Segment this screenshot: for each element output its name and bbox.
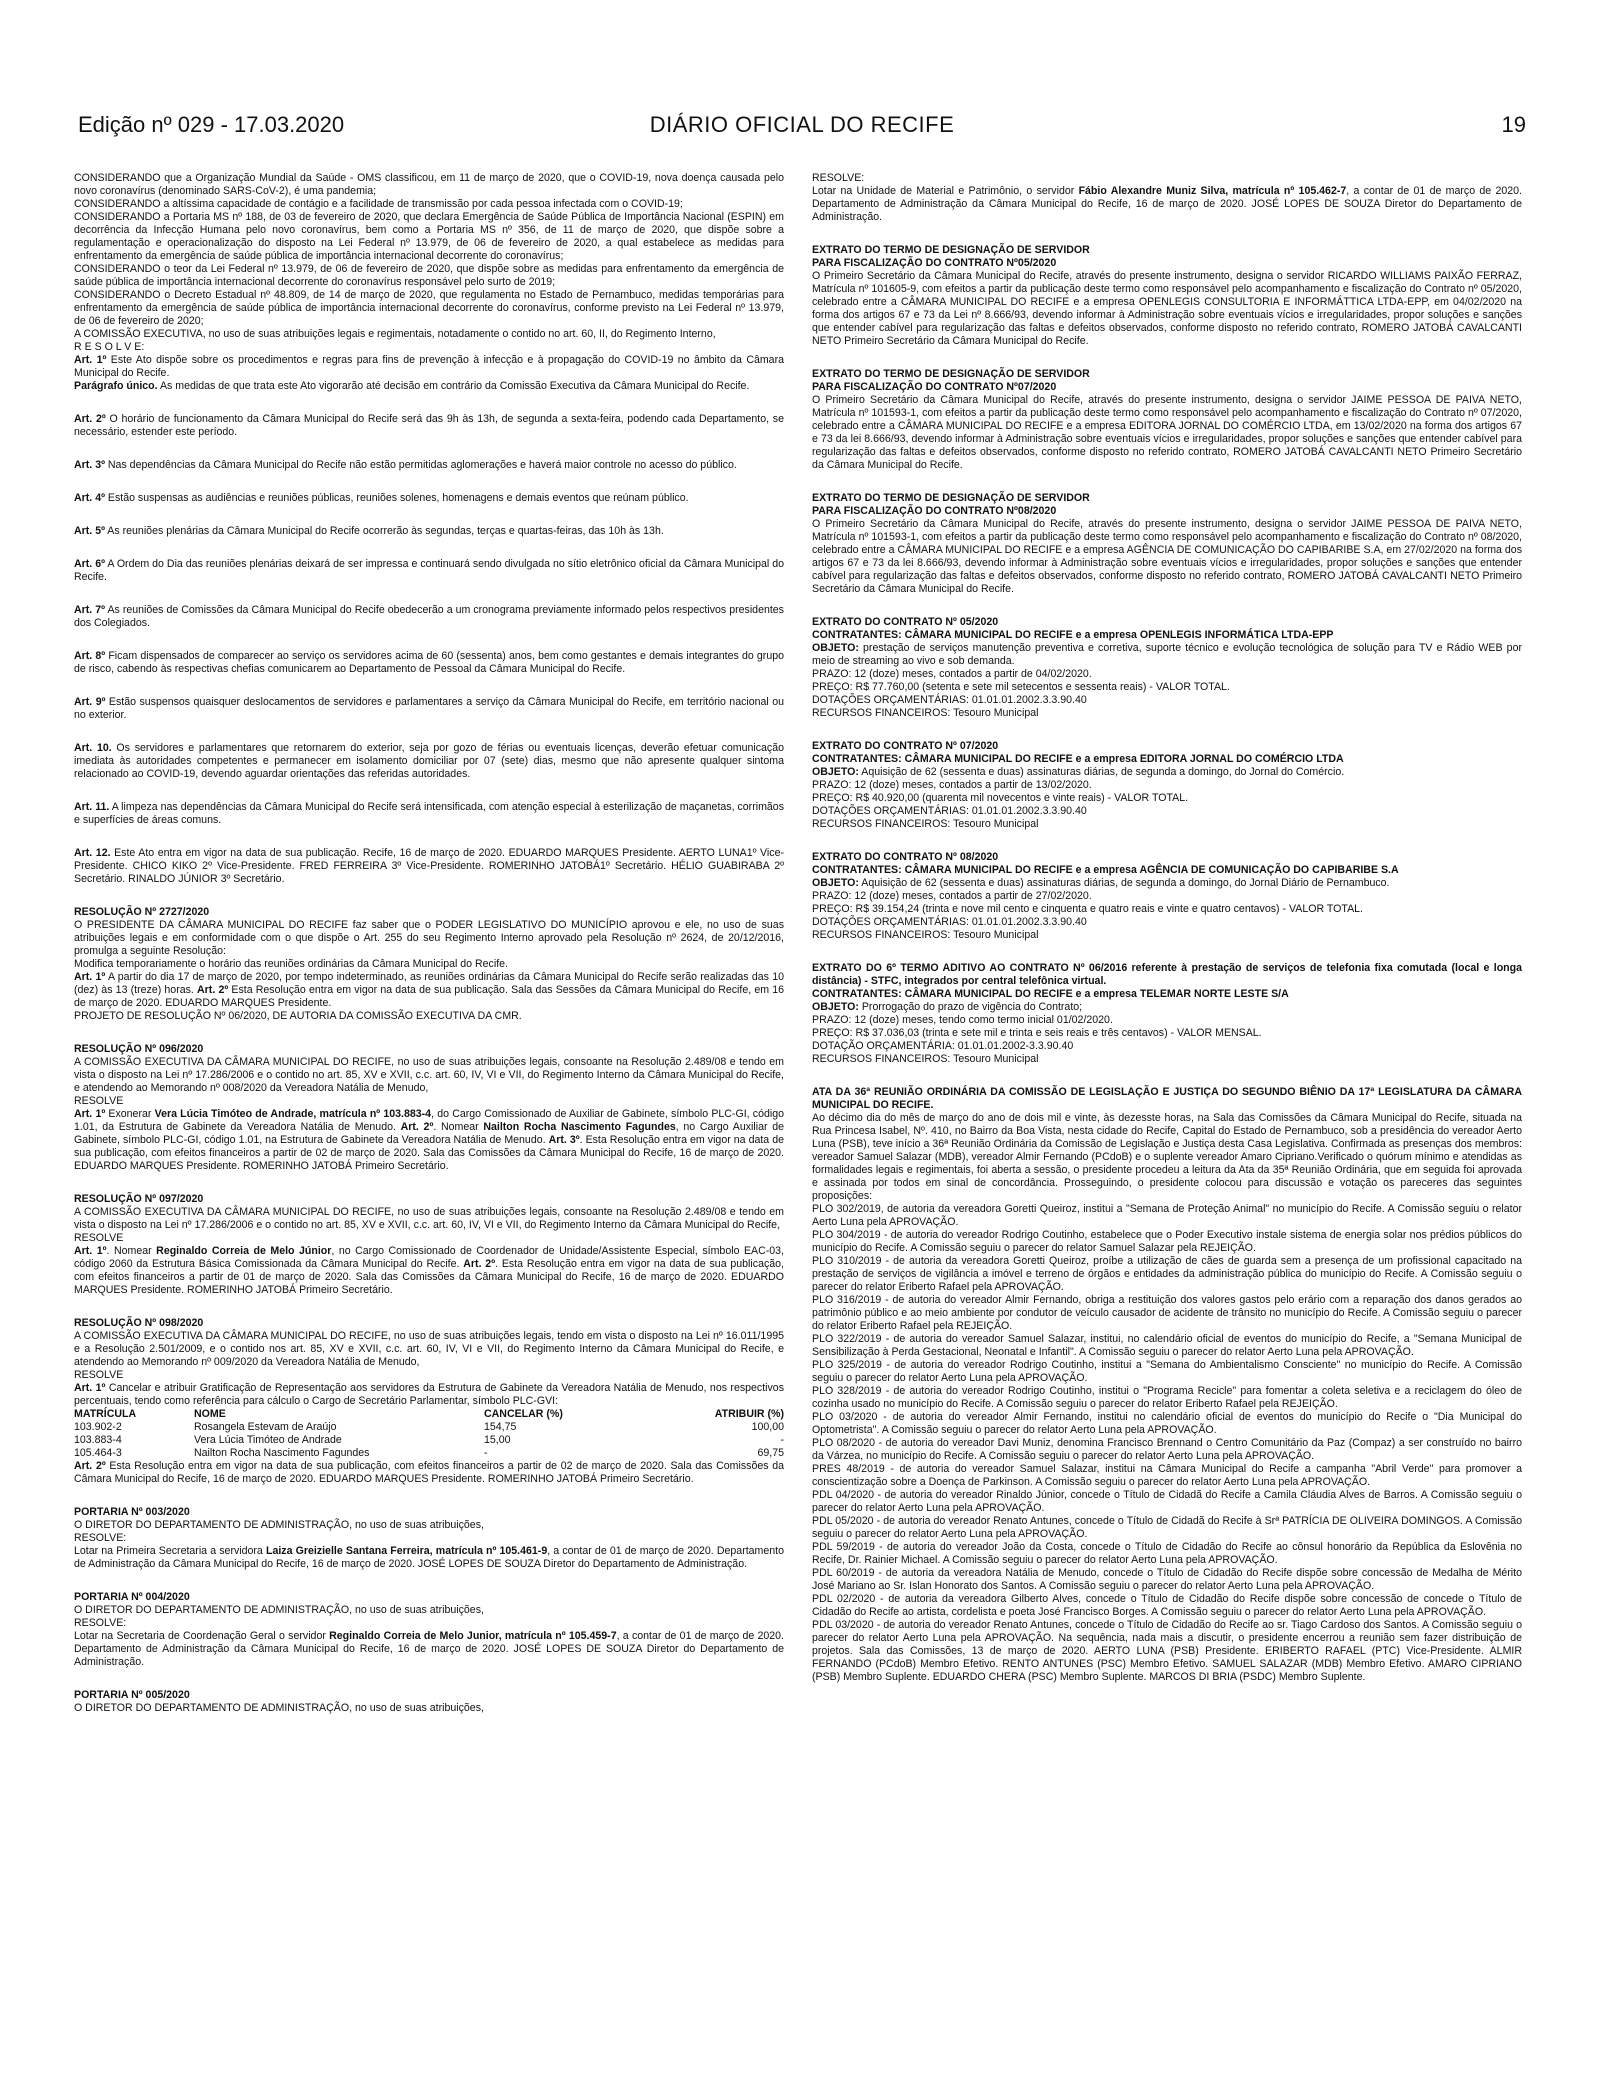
article-text: Estão suspensas as audiências e reuniões públicas, reuniões solenes, homenagens e demais eventos que reúnam público. — [104, 492, 689, 504]
article — [74, 801, 784, 827]
article-text: Esta Resolução entra em vigor na data de sua publicação, com efeitos financeiros a partir de 02 de março de 2020. Sala das Comissões da Câmara Municipal do Recife, 16 de março de 2020. EDUARDO MARQUES Presidente. ROMERINHO JATOBÁ Primeiro Secretário. — [74, 1460, 784, 1485]
article — [74, 525, 784, 538]
section-title: EXTRATO DO TERMO DE DESIGNAÇÃO DE SERVIDOR — [812, 492, 1090, 504]
section-subtitle-text: CONTRATANTES: CÂMARA MUNICIPAL DO RECIFE e a empresa AGÊNCIA DE COMUNICAÇÃO DO CAPIBARIBE S.A — [812, 864, 1399, 876]
article-text: A limpeza nas dependências da Câmara Municipal do Recife será intensificada, com atenção especial à esterilização de maçanetas, corrimãos e superfícies de áreas comuns. — [74, 801, 784, 826]
article-label: Art. 2º — [74, 413, 106, 425]
article-text: , a contar de 01 de março de 2020. Departamento de Administração da Câmara Municipal do Recife, 16 de março de 2020. JOSÉ LOPES DE SOUZA Diretor do Departamento de Administração. — [812, 185, 1522, 223]
list-item: PLO 310/2019 - de autoria da vereadora Goretti Queiroz, proíbe a utilização de cães de guarda sem a presença de um profissional capacitado na prestação de serviços de vigilância a imóvel e terreno de órgãos e entidades da administração pública do município do Recife. A Comissão seguiu o parecer do relator Eriberto Rafael pela APROVAÇÃO. — [812, 1255, 1522, 1293]
paragraph: CONSIDERANDO que a Organização Mundial da Saúde - OMS classificou, em 11 de março de 2020, que o COVID-19, nova doença causada pelo novo coronavírus (denominado SARS-CoV-2), é uma pandemia; — [74, 172, 784, 197]
paragraph: PRAZO: 12 (doze) meses, contados a partir de 27/02/2020. — [812, 890, 1092, 902]
section-subtitle — [812, 629, 1522, 642]
table-header: NOME — [194, 1408, 226, 1420]
article-text: , a contar de 01 de março de 2020. Departamento de Administração da Câmara Municipal do Recife, 16 de março de 2020. JOSÉ LOPES DE SOUZA Diretor do Departamento de Administração. — [74, 1545, 784, 1570]
article — [74, 492, 784, 505]
paragraph: A COMISSÃO EXECUTIVA DA CÂMARA MUNICIPAL DO RECIFE, no uso de suas atribuições legais, consoante na Resolução 2.489/08 e tendo em vista o disposto na Lei nº 17.286/2006 e o contido no art. 85, XV e XVII, c.c. art. 60, IV, VI e VII, do Regimento Interno da Câmara Municipal do Recife, — [74, 1206, 784, 1231]
table-cell: 69,75 — [757, 1447, 784, 1459]
section-title: RESOLUÇÃO Nº 096/2020 — [74, 1043, 204, 1055]
article-text: Exonerar — [105, 1108, 155, 1120]
section-title: PORTARIA Nº 003/2020 — [74, 1506, 190, 1518]
list-item: PDL 04/2020 - de autoria do vereador Rinaldo Júnior, concede o Título de Cidadã do Recife a Camila Cláudia Alves de Barros. A Comissão seguiu o parecer do relator Aerto Luna pela APROVAÇÃO. — [812, 1489, 1522, 1514]
paragraph: DOTAÇÃO ORÇAMENTÁRIA: 01.01.01.2002-3.3.90.40 — [812, 1040, 1074, 1052]
article-text: Esta Resolução entra em vigor na data de sua publicação. Sala das Sessões da Câmara Municipal do Recife, em 16 de março de 2020. EDUARDO MARQUES Presidente. — [74, 984, 785, 1009]
paragraph: PREÇO: R$ 77.760,00 (setenta e sete mil setecentos e sessenta reais) - VALOR TOTAL. — [812, 681, 1230, 693]
paragraph — [812, 877, 1522, 890]
table-header: CANCELAR (%) — [484, 1408, 563, 1420]
article-label: Art. 1º — [74, 1245, 107, 1257]
paragraph: PRAZO: 12 (doze) meses, contados a partir de 13/02/2020. — [812, 779, 1092, 791]
field-value: Aquisição de 62 (sessenta e duas) assinaturas diárias, de segunda a domingo, do Jornal Diário de Pernambuco. — [858, 877, 1390, 889]
table-cell: 154,75 — [484, 1421, 517, 1433]
field-label: OBJETO: — [812, 766, 859, 778]
list-item: PRES 48/2019 - de autoria do vereador Samuel Salazar, institui na Câmara Municipal do Recife a campanha "Abril Verde" para promover a conscientização sobre a Doença de Parkinson. A Comissão seguiu o parecer do relator Aerto Luna pela APROVAÇÃO. — [812, 1463, 1522, 1488]
article — [74, 380, 784, 393]
field-label: OBJETO: — [812, 877, 859, 889]
paragraph: CONSIDERANDO o Decreto Estadual nº 48.809, de 14 de março de 2020, que regulamenta no Estado de Pernambuco, medidas temporárias para enfrentamento da emergência de saúde pública de importância internacional decorrente do coronavírus, conforme previsto na Lei Federal nº 13.979, de 06 de fevereiro de 2020; — [74, 289, 784, 327]
section-title: RESOLUÇÃO Nº 2727/2020 — [74, 906, 210, 918]
paragraph — [812, 642, 1522, 668]
article-text: As medidas de que trata este Ato vigorarão até decisão em contrário da Comissão Executiva da Câmara Municipal do Recife. — [157, 380, 750, 392]
section-subtitle — [812, 381, 1522, 394]
article-label: Art. 11. — [74, 801, 110, 813]
article-label: Art. 7º — [74, 604, 106, 616]
article-text: As reuniões plenárias da Câmara Municipal do Recife ocorrerão às segundas, terças e quartas-feiras, das 10h às 13h. — [104, 525, 664, 537]
list-item: PDL 60/2019 - de autoria da vereadora Natália de Menudo, concede o Título de Cidadão do Recife dispõe sobre concessão de Medalha de Mérito José Mariano ao Sr. Islan Honorato dos Santos. A Comissão seguiu o parecer do relator Aerto Luna pela APROVAÇÃO. — [812, 1567, 1522, 1592]
article — [74, 459, 784, 472]
article-label: Art. 2º — [74, 1460, 106, 1472]
paragraph: O Primeiro Secretário da Câmara Municipal do Recife, através do presente instrumento, designa o servidor JAIME PESSOA DE PAIVA NETO, Matrícula nº 101593-1, com efeitos a partir da publicação deste termo como responsável pelo acompanhamento e fiscalização do Contrato nº 08/2020, celebrado entre a CÂMARA MUNICIPAL DO RECIFE e a empresa AGÊNCIA DE COMUNICAÇÃO DO CAPIBARIBE S.A, em 27/02/2020 na forma dos artigos 67 e 73 da lei 8.666/93, devendo informar à Administração sobre eventuais vícios e irregularidades, propor soluções e sanções que entender cabível para regularização das faltas e defeitos observados, conforme disposto no referido contrato, ROMERO JATOBÁ CAVALCANTI NETO Primeiro Secretário da Câmara Municipal do Recife. — [812, 518, 1522, 595]
field-value: Prorrogação do prazo de vigência do Contrato; — [858, 1001, 1083, 1013]
page-number: 19 — [1501, 112, 1526, 137]
article — [74, 413, 784, 439]
table-cell: - — [780, 1434, 784, 1446]
paragraph: O Primeiro Secretário da Câmara Municipal do Recife, através do presente instrumento, designa o servidor RICARDO WILLIAMS PAIXÃO FERRAZ, Matrícula nº 101605-9, com efeitos a partir da publicação deste termo como responsável pelo acompanhamento e fiscalização do Contrato nº 05/2020, celebrado entre a CÂMARA MUNICIPAL DO RECIFE e a empresa OPENLEGIS CONSULTORIA E INFORMÁTTICA LTDA-EPP, em 04/02/2020 na forma dos artigos 67 e 73 da Lei nº 8.666/93, devendo informar à Administração sobre eventuais vícios e irregularidades, propor soluções e sanções que entender cabível para regularização das faltas e defeitos observados, conforme disposto no referido contrato, ROMERO JATOBÁ CAVALCANTI NETO Primeiro Secretário da Câmara Municipal do Recife. — [812, 270, 1522, 347]
list-item: PDL 02/2020 - de autoria da vereadora Gilberto Alves, concede o Título de Cidadão do Recife dispõe sobre concessão de concede o Título de Cidadão do Recife ao artista, cordelista e poeta José Francisco Borges. A Comissão seguiu o parecer do relator Aerto Luna pela APROVAÇÃO. — [812, 1593, 1522, 1618]
paragraph: PRAZO: 12 (doze) meses, contados a partir de 04/02/2020. — [812, 668, 1092, 680]
article-text: A Ordem do Dia das reuniões plenárias deixará de ser impressa e continuará sendo divulgada no sítio eletrônico oficial da Câmara Municipal do Recife. — [74, 558, 784, 583]
article-text: Estão suspensos quaisquer deslocamentos de servidores e parlamentares a serviço da Câmara Municipal do Recife, em território nacional ou no exterior. — [74, 696, 784, 721]
article-text: , no Cargo Auxiliar de Gabinete, símbolo PLC-GI, código 1.01, na Estrutura de Gabinete da Vereadora Natália de Menudo. — [74, 1121, 785, 1146]
paragraph: A COMISSÃO EXECUTIVA DA CÂMARA MUNICIPAL DO RECIFE, no uso de suas atribuições legais, consoante na Resolução 2.489/08 e tendo em vista o disposto na Lei nº 17.286/2006 e o contido no art. 85, XV e XVII, c.c. art. 60, IV, VI e VII, do Regimento Interno da Câmara Municipal do Recife, e atendendo ao Memorando nº 008/2020 da Vereadora Natália de Menudo, — [74, 1056, 784, 1094]
article-text: , do Cargo Comissionado de Auxiliar de Gabinete, símbolo PLC-GI, código 1.01, da Estrutura de Gabinete da Vereadora Natália de Menudo. — [74, 1108, 785, 1133]
paragraph: Modifica temporariamente o horário das reuniões ordinárias da Câmara Municipal do Recife. — [74, 958, 508, 970]
table-row — [74, 1421, 784, 1434]
section-subtitle-text: CONTRATANTES: CÂMARA MUNICIPAL DO RECIFE e a empresa OPENLEGIS INFORMÁTICA LTDA-EPP — [812, 629, 1334, 641]
right-column — [812, 172, 1522, 1684]
paragraph: O DIRETOR DO DEPARTAMENTO DE ADMINISTRAÇÃO, no uso de suas atribuições, — [74, 1702, 484, 1714]
article — [74, 354, 784, 380]
edition-label: Edição nº 029 - 17.03.2020 — [78, 112, 345, 137]
table-header-row — [74, 1408, 784, 1421]
table-cell: 100,00 — [751, 1421, 784, 1433]
paragraph — [812, 1001, 1522, 1014]
paragraph: PROJETO DE RESOLUÇÃO Nº 06/2020, DE AUTORIA DA COMISSÃO EXECUTIVA DA CMR. — [74, 1010, 522, 1022]
list-item: PLO 302/2019, de autoria da vereadora Goretti Queiroz, institui a "Semana de Proteção Animal" no município do Recife. A Comissão seguiu o relator Aerto Luna pela APROVAÇÃO. — [812, 1203, 1522, 1228]
article-text: Lotar na Unidade de Material e Patrimônio, o servidor — [812, 185, 1079, 197]
list-item: PLO 322/2019 - de autoria do vereador Samuel Salazar, institui, no calendário oficial de eventos do município do Recife, a "Semana Municipal de Sensibilização à Perda Gestacional, Neonatal e Infantil". A Comissão seguiu o parecer do relator Aerto Luna pela APROVAÇÃO. — [812, 1333, 1522, 1358]
table-row — [74, 1434, 784, 1447]
section-title: EXTRATO DO TERMO DE DESIGNAÇÃO DE SERVIDOR — [812, 368, 1090, 380]
resolve-label: RESOLVE — [74, 1232, 124, 1244]
paragraph: DOTAÇÕES ORÇAMENTÁRIAS: 01.01.01.2002.3.3.90.40 — [812, 805, 1087, 817]
paragraph: O Primeiro Secretário da Câmara Municipal do Recife, através do presente instrumento, designa o servidor JAIME PESSOA DE PAIVA NETO, Matrícula nº 101593-1, com efeitos a partir da publicação deste termo como responsável pelo acompanhamento e fiscalização do Contrato nº 07/2020, celebrado entre a CÂMARA MUNICIPAL DO RECIFE e a empresa EDITORA JORNAL DO COMÉRCIO LTDA, em 13/02/2020 na forma dos artigos 67 e 73 da lei 8.666/93, devendo informar à Administração sobre eventuais vícios e irregularidades, propor soluções e sanções que entender cabível para regularização das faltas e defeitos observados, conforme disposto no referido contrato, ROMERO JATOBÁ CAVALCANTI NETO Primeiro Secretário da Câmara Municipal do Recife. — [812, 394, 1522, 471]
list-item: PLO 316/2019 - de autoria do vereador Almir Fernando, obriga a restituição dos valores gastos pelo erário com a reparação dos danos gerados ao patrimônio público e ao meio ambiente por condutor de veículo causador de acidente de trânsito no município do Recife. A Comissão seguiu o parecer do relator Eriberto Rafael pela REJEIÇÃO. — [812, 1294, 1522, 1332]
gratification-table — [74, 1408, 784, 1460]
article-text: Este Ato dispõe sobre os procedimentos e regras para fins de prevenção à infecção e à propagação do COVID-19 no âmbito da Câmara Municipal do Recife. — [74, 354, 784, 379]
section-title: RESOLUÇÃO Nº 098/2020 — [74, 1317, 204, 1329]
section-subtitle-text: CONTRATANTES: CÂMARA MUNICIPAL DO RECIFE e a empresa TELEMAR NORTE LESTE S/A — [812, 988, 1289, 1000]
section-subtitle — [812, 753, 1522, 766]
field-label: OBJETO: — [812, 1001, 859, 1013]
section-title: PORTARIA Nº 004/2020 — [74, 1591, 190, 1603]
table-cell: Vera Lúcia Timóteo de Andrade — [194, 1434, 342, 1446]
list-item: PLO 304/2019 - de autoria do vereador Rodrigo Coutinho, estabelece que o Poder Executivo instale sistema de energia solar nos prédios públicos do município do Recife. A Comissão seguiu o parecer do relator Samuel Salazar pela REJEIÇÃO. — [812, 1229, 1522, 1254]
resolve-label: RESOLVE: — [74, 1532, 127, 1544]
paragraph: RECURSOS FINANCEIROS: Tesouro Municipal — [812, 1053, 1039, 1065]
article-text: O horário de funcionamento da Câmara Municipal do Recife será das 9h às 13h, de segunda a sexta-feira, podendo cada Departamento, se necessário, estender este período. — [74, 413, 785, 438]
article — [74, 696, 784, 722]
article — [74, 847, 784, 886]
article-text: Lotar na Primeira Secretaria a servidora — [74, 1545, 266, 1557]
paragraph: DOTAÇÕES ORÇAMENTÁRIAS: 01.01.01.2002.3.3.90.40 — [812, 916, 1087, 928]
person-name: Reginaldo Correia de Melo Junior, matrícula nº 105.459-7 — [329, 1630, 617, 1642]
paragraph: PREÇO: R$ 37.036,03 (trinta e sete mil e trinta e seis reais e três centavos) - VALOR MENSAL. — [812, 1027, 1262, 1039]
list-item: PLO 325/2019 - de autoria do vereador Rodrigo Coutinho, institui a "Semana do Ambientalismo Consciente" no município do Recife. A Comissão seguiu o parecer do relator Aerto Luna pela APROVAÇÃO. — [812, 1359, 1522, 1384]
person-name: Reginaldo Correia de Melo Júnior — [156, 1245, 332, 1257]
article — [74, 1460, 784, 1486]
resolve-label: RESOLVE — [74, 1095, 124, 1107]
resolve-label: RESOLVE — [74, 1369, 124, 1381]
resolve-label: RESOLVE: — [812, 172, 865, 184]
field-value: Aquisição de 62 (sessenta e duas) assinaturas diárias, de segunda a domingo, do Jornal do Comércio. — [858, 766, 1345, 778]
person-name: Laiza Greizielle Santana Ferreira, matrícula nº 105.461-9 — [265, 1545, 548, 1557]
article-label: Art. 2º — [197, 984, 229, 996]
paragraph: PREÇO: R$ 40.920,00 (quarenta mil novecentos e vinte reais) - VALOR TOTAL. — [812, 792, 1189, 804]
article — [74, 604, 784, 630]
list-item: PLO 328/2019 - de autoria do vereador Rodrigo Coutinho, institui o "Programa Recicle" para fomentar a coleta seletiva e a reciclagem do óleo de cozinha usado no município do Recife. A Comissão seguiu o parecer do relator Eriberto Rafael pela REJEIÇÃO. — [812, 1385, 1522, 1410]
article-text: . Esta Resolução entra em vigor na data de sua publicação, com efeitos financeiros a partir de 02 de março de 2020. Sala das Comissões da Câmara Municipal do Recife, 16 de março de 2020. EDUARDO MARQUES Presidente. ROMERINHO JATOBÁ Primeiro Secretário. — [74, 1134, 784, 1172]
article-text: . Esta Resolução entra em vigor na data de sua publicação, com efeitos financeiros a partir de 01 de março de 2020. Sala das Comissões da Câmara Municipal do Recife, 16 de março de 2020. EDUARDO MARQUES Presidente. ROMERINHO JATOBÁ Primeiro Secretário. — [74, 1258, 784, 1296]
table-header: ATRIBUIR (%) — [714, 1408, 784, 1420]
article-label: Art. 4º — [74, 492, 105, 504]
section-subtitle — [812, 864, 1522, 877]
table-row — [74, 1447, 784, 1460]
paragraph: RECURSOS FINANCEIROS: Tesouro Municipal — [812, 707, 1039, 719]
list-item: PDL 05/2020 - de autoria do vereador Renato Antunes, concede o Título de Cidadã do Recife à Srª PATRÍCIA DE OLIVEIRA DOMINGOS. A Comissão seguiu o parecer do relator Aerto Luna pela APROVAÇÃO. — [812, 1515, 1522, 1540]
article-label: Art. 1º — [74, 1108, 106, 1120]
article-text: . Nomear — [433, 1121, 484, 1133]
paragraph: DOTAÇÕES ORÇAMENTÁRIAS: 01.01.01.2002.3.3.90.40 — [812, 694, 1087, 706]
table-cell: 105.464-3 — [74, 1447, 122, 1459]
section-subtitle — [812, 988, 1522, 1001]
article-text: Ficam dispensados de comparecer ao serviço os servidores acima de 60 (sessenta) anos, bem como gestantes e demais integrantes do grupo de risco, cabendo às respectivas chefias comunicarem ao Departamento de Pessoal da Câmara Municipal do Recife. — [74, 650, 784, 675]
article — [74, 558, 784, 584]
section-subtitle-text: PARA FISCALIZAÇÃO DO CONTRATO Nº05/2020 — [812, 257, 1057, 269]
article-label: Art. 8º — [74, 650, 106, 662]
table-cell: - — [484, 1447, 488, 1459]
article-label: Art. 6º — [74, 558, 105, 570]
section-subtitle-text: PARA FISCALIZAÇÃO DO CONTRATO Nº07/2020 — [812, 381, 1057, 393]
article-text: , a contar de 01 de março de 2020. Departamento de Administração da Câmara Municipal do Recife, 16 de março de 2020. JOSÉ LOPES DE SOUZA Diretor do Departamento de Administração. — [74, 1630, 784, 1668]
paragraph: CONSIDERANDO o teor da Lei Federal nº 13.979, de 06 de fevereiro de 2020, que dispõe sobre as medidas para enfrentamento da emergência de saúde pública de importância internacional decorrente do coronavírus responsável pelo surto de 2019; — [74, 263, 784, 288]
paragraph: A COMISSÃO EXECUTIVA, no uso de suas atribuições legais e regimentais, notadamente o contido no art. 60, II, do Regimento Interno, — [74, 328, 716, 340]
field-value: prestação de serviços manutenção preventiva e corretiva, suporte técnico e evolução tecnológica de solução para TV e Rádio WEB por meio de streaming ao vivo e sob demanda. — [812, 642, 1522, 667]
publication-title: DIÁRIO OFICIAL DO RECIFE — [649, 112, 955, 137]
paragraph — [812, 185, 1522, 224]
section-title: PORTARIA Nº 005/2020 — [74, 1689, 190, 1701]
article-label: Art. 1º — [74, 971, 106, 983]
section-title: EXTRATO DO CONTRATO Nº 05/2020 — [812, 616, 999, 628]
table-cell: Nailton Rocha Nascimento Fagundes — [194, 1447, 370, 1459]
article-label: Art. 2º — [400, 1121, 434, 1133]
article-text: Este Ato entra em vigor na data de sua publicação. Recife, 16 de março de 2020. EDUARDO MARQUES Presidente. AERTO LUNA1º Vice-Presidente. CHICO KIKO 2º Vice-Presidente. FRED FERREIRA 3º Vice-Presidente. ROMERINHO JATOBÁ1º Secretário. HÉLIO GUABIRABA 2º Secretário. RINALDO JÚNIOR 3º Secretário. — [74, 847, 784, 885]
article-label: Art. 1º — [74, 354, 107, 366]
paragraph — [812, 766, 1522, 779]
article-label: Art. 3º — [74, 459, 105, 471]
paragraph: A COMISSÃO EXECUTIVA DA CÂMARA MUNICIPAL DO RECIFE, no uso de suas atribuições legais, tendo em vista o disposto na Lei nº 16.011/1995 e a Resolução 2.501/2009, e o contido nos art. 85, XV e XVII, c.c. art. 60, IV, VI e VII, do Regimento Interno da Câmara Municipal do Recife, e atendendo ao Memorando nº 009/2020 da Vereadora Natália de Menudo, — [74, 1330, 784, 1368]
paragraph — [74, 1545, 784, 1571]
article-text: Lotar na Secretaria de Coordenação Geral o servidor — [74, 1630, 330, 1642]
paragraph: CONSIDERANDO a Portaria MS nº 188, de 03 de fevereiro de 2020, que declara Emergência de Saúde Pública de Importância Nacional (ESPIN) em decorrência da Infecção Humana pelo novo coronavírus, bem como a Portaria MS nº 356, de 11 de março de 2020, que dispõe sobre a regulamentação e operacionalização do disposto na Lei Federal nº 13.979, de 06 de fevereiro de 2020, a qual estabelece as medidas para enfrentamento da emergência de saúde pública de importância internacional decorrente do coronavírus; — [74, 211, 784, 262]
paragraph: Ao décimo dia do mês de março do ano de dois mil e vinte, às dezesste horas, na Sala das Comissões da Câmara Municipal do Recife, situada na Rua Princesa Isabel, Nº. 410, no Bairro da Boa Vista, nesta cidade do Recife, Capital do Estado de Pernambuco, sob a presidência do vereador Aerto Luna (PSB), teve início a 36ª Reunião Ordinária da Comissão de Legislação e Justiça desta Casa Legislativa. Confirmada as presenças dos membros: vereador Samuel Salazar (MDB), vereador Almir Fernando (PCdoB) e o suplente vereador Amaro Cipriano.Verificado o quórum mínimo e atendidas as formalidades legais e regimentais, foi aberta a sessão, o presidente procedeu a leitura da Ata da 35ª Reunião Ordinária, que em seguida foi aprovada e assinada por todos em sinal de concordância. Prosseguindo, o presidente colocou para discussão e votação os pareceres das seguintes proposições: — [812, 1112, 1522, 1202]
article-text: , no Cargo Comissionado de Coordenador de Unidade/Assistente Especial, símbolo EAC-03, código 2060 da Estrutura Básica Comissionada da Câmara Municipal do Recife. — [74, 1245, 785, 1270]
paragraph — [74, 1630, 784, 1669]
list-item: PDL 59/2019 - de autoria do vereador João da Costa, concede o Título de Cidadão do Recife ao cônsul honorário da República da Eslovênia no Recife, Dr. Rainier Michael. A Comissão seguiu o parecer do relator Aerto Luna pela APROVAÇÃO. — [812, 1541, 1522, 1566]
article-text: Cancelar e atribuir Gratificação de Representação aos servidores da Estrutura de Gabinete da Vereadora Natália de Menudo, nos respectivos percentuais, tendo como referência para cálculo o Cargo de Secretário Parlamentar, símbolo PLC-GVI: — [74, 1382, 785, 1407]
list-item: PLO 08/2020 - de autoria do vereador Davi Muniz, denomina Francisco Brennand o Centro Comunitário da Paz (Compaz) a ser construído no bairro da Várzea, no município do Recife. A Comissão seguiu o parecer do relator Aerto Luna pela APROVAÇÃO. — [812, 1437, 1522, 1462]
article-text: As reuniões de Comissões da Câmara Municipal do Recife obedecerão a um cronograma previamente informado pelos respectivos presidentes dos Colegiados. — [74, 604, 784, 629]
paragraph: O DIRETOR DO DEPARTAMENTO DE ADMINISTRAÇÃO, no uso de suas atribuições, — [74, 1604, 484, 1616]
paragraph: RECURSOS FINANCEIROS: Tesouro Municipal — [812, 929, 1039, 941]
table-cell: 15,00 — [484, 1434, 511, 1446]
section-subtitle-text: CONTRATANTES: CÂMARA MUNICIPAL DO RECIFE e a empresa EDITORA JORNAL DO COMÉRCIO LTDA — [812, 753, 1344, 765]
paragraph: PREÇO: R$ 39.154,24 (trinta e nove mil cento e cinquenta e quatro reais e vinte e quatro centavos) - VALOR TOTAL. — [812, 903, 1363, 915]
article-label: Parágrafo único. — [74, 380, 158, 392]
article-text: Nas dependências da Câmara Municipal do Recife não estão permitidas aglomerações e haverá maior controle no acesso do público. — [104, 459, 737, 471]
article — [74, 650, 784, 676]
list-item: PDL 03/2020 - de autoria do vereador Renato Antunes, concede o Título de Cidadão do Recife ao sr. Tiago Cardoso dos Santos. A Comissão seguiu o parecer do relator Aerto Luna pela APROVAÇÃO. Na sequência, nada mais a discutir, o presidente encerrou a reunião sem fazer distribuição de projetos. Sala das Comissões, 13 de março de 2020. AERTO LUNA (PSB) Presidente. ERIBERTO RAFAEL (PTC) Vice-Presidente. ALMIR FERNANDO (PCdoB) Membro Efetivo. RENTO ANTUNES (PSC) Membro Efetivo. SAMUEL SALAZAR (MDB) Membro Efetivo. AMARO CIPRIANO (PSB) Membro Suplente. EDUARDO CHERA (PSC) Membro Suplente. MARCOS DI BRIA (PSDC) Membro Suplente. — [812, 1619, 1522, 1683]
table-cell: 103.902-2 — [74, 1421, 122, 1433]
person-name: Nailton Rocha Nascimento Fagundes — [483, 1121, 676, 1133]
article-label: Art. 9º — [74, 696, 106, 708]
article-label: Art. 2º — [463, 1258, 496, 1270]
section-title: ATA DA 36ª REUNIÃO ORDINÁRIA DA COMISSÃO DE LEGISLAÇÃO E JUSTIÇA DO SEGUNDO BIÊNIO DA 17ª LEGISLATURA DA CÂMARA MUNICIPAL DO RECIFE. — [812, 1086, 1522, 1111]
section-subtitle-text: PARA FISCALIZAÇÃO DO CONTRATO Nº08/2020 — [812, 505, 1057, 517]
section-title: EXTRATO DO TERMO DE DESIGNAÇÃO DE SERVIDOR — [812, 244, 1090, 256]
article-label: Art. 10. — [74, 742, 112, 754]
paragraph: O DIRETOR DO DEPARTAMENTO DE ADMINISTRAÇÃO, no uso de suas atribuições, — [74, 1519, 484, 1531]
paragraph: RECURSOS FINANCEIROS: Tesouro Municipal — [812, 818, 1039, 830]
page-header — [78, 112, 1526, 152]
article — [74, 1108, 784, 1173]
section-subtitle — [812, 505, 1522, 518]
person-name: Fábio Alexandre Muniz Silva, matrícula nº 105.462-7 — [1078, 185, 1347, 197]
resolve-label: R E S O L V E: — [74, 341, 145, 353]
article-label: Art. 5º — [74, 525, 105, 537]
list-item: PLO 03/2020 - de autoria do vereador Almir Fernando, institui no calendário oficial de eventos do município do Recife o "Dia Municipal do Optometrista". A Comissão seguiu o parecer do relator Aerto Luna pela APROVAÇÃO. — [812, 1411, 1522, 1436]
article — [74, 742, 784, 781]
person-name: Vera Lúcia Timóteo de Andrade, matrícula nº 103.883-4 — [154, 1108, 432, 1120]
article-label: Art. 12. — [74, 847, 111, 859]
article-text: Os servidores e parlamentares que retornarem do exterior, seja por gozo de férias ou eventuais licenças, deverão efetuar comunicação imediata às autoridades competentes e permanecer em isolamento domiciliar por 07 (sete) dias, mesmo que não apresente qualquer sintoma relacionado ao COVID-19, devendo aguardar orientações das referidas autoridades. — [74, 742, 784, 780]
left-column — [74, 172, 784, 1715]
table-cell: Rosangela Estevam de Araújo — [194, 1421, 337, 1433]
section-title: EXTRATO DO CONTRATO Nº 07/2020 — [812, 740, 999, 752]
article — [74, 1245, 784, 1297]
section-title: RESOLUÇÃO Nº 097/2020 — [74, 1193, 204, 1205]
section-title: EXTRATO DO CONTRATO Nº 08/2020 — [812, 851, 999, 863]
field-label: OBJETO: — [812, 642, 859, 654]
resolve-label: RESOLVE: — [74, 1617, 127, 1629]
article — [74, 971, 784, 1010]
table-cell: 103.883-4 — [74, 1434, 122, 1446]
paragraph: CONSIDERANDO a altíssima capacidade de contágio e a facilidade de transmissão por cada pessoa infectada com o COVID-19; — [74, 198, 683, 210]
section-title: EXTRATO DO 6º TERMO ADITIVO AO CONTRATO Nº 06/2016 referente à prestação de serviços de telefonia fixa comutada (local e longa distância) - STFC, integrados por central telefônica virtual. — [812, 962, 1522, 987]
article — [74, 1382, 784, 1408]
table-header: MATRÍCULA — [74, 1408, 137, 1420]
paragraph: O PRESIDENTE DA CÂMARA MUNICIPAL DO RECIFE faz saber que o PODER LEGISLATIVO DO MUNICÍPIO aprovou e ele, no uso de suas atribuições legais e em conformidade com o que dispõe o Art. 255 do seu Regimento Interno aprovado pela Resolução nº 2624, de 20/12/2016, promulga a seguinte Resolução: — [74, 919, 784, 957]
article-text: . Nomear — [106, 1245, 157, 1257]
article-text: A partir do dia 17 de março de 2020, por tempo indeterminado, as reuniões ordinárias da Câmara Municipal do Recife serão realizadas das 10 (dez) às 13 (treze) horas. — [74, 971, 784, 996]
paragraph: PRAZO: 12 (doze) meses, tendo como termo inicial 01/02/2020. — [812, 1014, 1113, 1026]
section-subtitle — [812, 257, 1522, 270]
article-label: Art. 1º — [74, 1382, 106, 1394]
article-label: Art. 3º — [548, 1134, 580, 1146]
